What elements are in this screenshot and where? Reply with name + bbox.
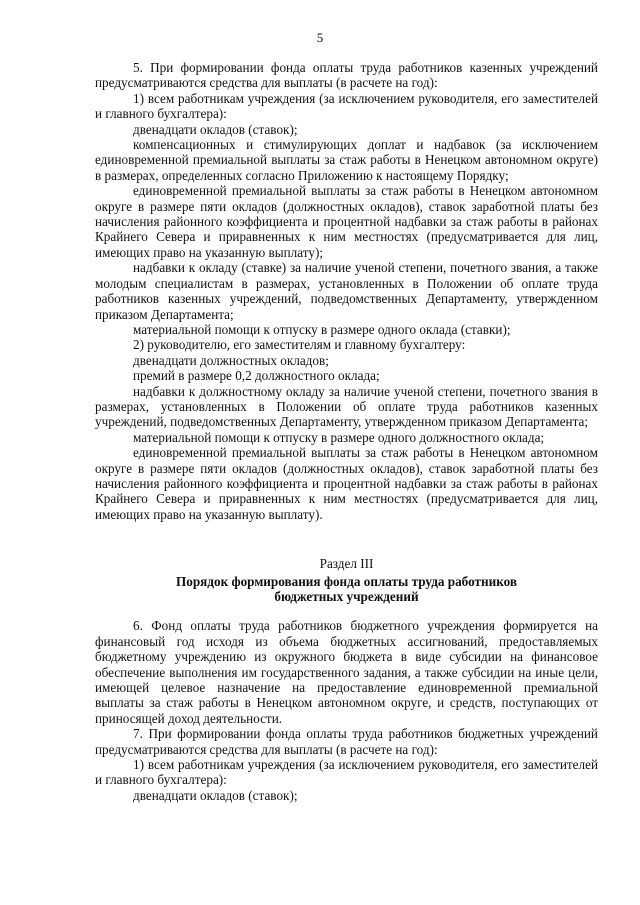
paragraph: двенадцати окладов (ставок); — [133, 121, 298, 137]
paragraph: надбавки к окладу (ставке) за наличие ученой степени, почетного звания, а также молодым специалистам в размерах, установленных в Положении об оплате труда работников казенных учреждений, подведомственных Департаменту, утвержденном приказом Департамента; — [95, 260, 598, 322]
paragraph: единовременной премиальной выплаты за стаж работы в Ненецком автономном округе в размере пяти окладов (должностных окладов), ставок заработной платы без начисления районного коэффициента и процентной надбавки за стаж работы в районах Крайнего Севера и приравненных к ним местностях (предусматривается для лиц, имеющих право на указанную выплату). — [95, 445, 598, 522]
page-number: 5 — [316, 30, 324, 45]
paragraph: компенсационных и стимулирующих доплат и надбавок (за исключением единовременной премиальной выплаты за стаж работы в Ненецком автономном округе) в размерах, определенных согласно Приложению к настоящему Порядку; — [95, 137, 598, 183]
document-body — [95, 60, 598, 803]
paragraph: премий в размере 0,2 должностного оклада; — [133, 368, 380, 384]
paragraph: надбавки к должностному окладу за наличие ученой степени, почетного звания в размерах, установленных в Положении об оплате труда работников казенных учреждений, подведомственных Департаменту, утвержденном приказом Департамента; — [95, 383, 598, 430]
paragraph: 7. При формировании фонда оплаты труда работников бюджетных учреждений предусматриваются средства для выплаты (в расчете на год): — [95, 726, 598, 757]
paragraph: 2) руководителю, его заместителям и главному бухгалтеру: — [133, 337, 466, 353]
paragraph: двенадцати окладов (ставок); — [133, 787, 298, 803]
paragraph: двенадцати должностных окладов; — [133, 352, 329, 368]
paragraph: 5. При формировании фонда оплаты труда работников казенных учреждений предусматриваются средства для выплаты (в расчете на год): — [95, 60, 598, 91]
paragraph: 1) всем работникам учреждения (за исключением руководителя, его заместителей и главного бухгалтера): — [95, 90, 598, 122]
section-title-line1: Порядок формирования фонда оплаты труда работников — [175, 573, 518, 589]
section-title-line2: бюджетных учреждений — [274, 589, 419, 604]
paragraph: 1) всем работникам учреждения (за исключением руководителя, его заместителей и главного бухгалтера): — [95, 757, 598, 788]
paragraph: единовременной премиальной выплаты за стаж работы в Ненецком автономном округе в размере пяти окладов (должностных окладов), ставок заработной платы без начисления районного коэффициента и процентной надбавки за стаж работы в районах Крайнего Севера и приравненных к ним местностях (предусматривается для лиц, имеющих право на указанную выплату); — [95, 183, 598, 260]
paragraph: материальной помощи к отпуску в размере одного должностного оклада; — [133, 429, 545, 445]
section-heading — [95, 556, 598, 604]
section-label: Раздел III — [319, 556, 374, 572]
paragraph: 6. Фонд оплаты труда работников бюджетного учреждения формируется на финансовый год исходя из объема бюджетных ассигнований, предоставляемых бюджетному учреждению из окружного бюджета в виде субсидии на финансовое обеспечение выполнения им государственного задания, а также субсидии на иные цели, имеющей целевое назначение на предоставление единовременной премиальной выплаты за стаж работы в Ненецком автономном округе, и средств, поступающих от приносящей доход деятельности. — [95, 618, 598, 726]
paragraph: материальной помощи к отпуску в размере одного оклада (ставки); — [133, 321, 511, 337]
